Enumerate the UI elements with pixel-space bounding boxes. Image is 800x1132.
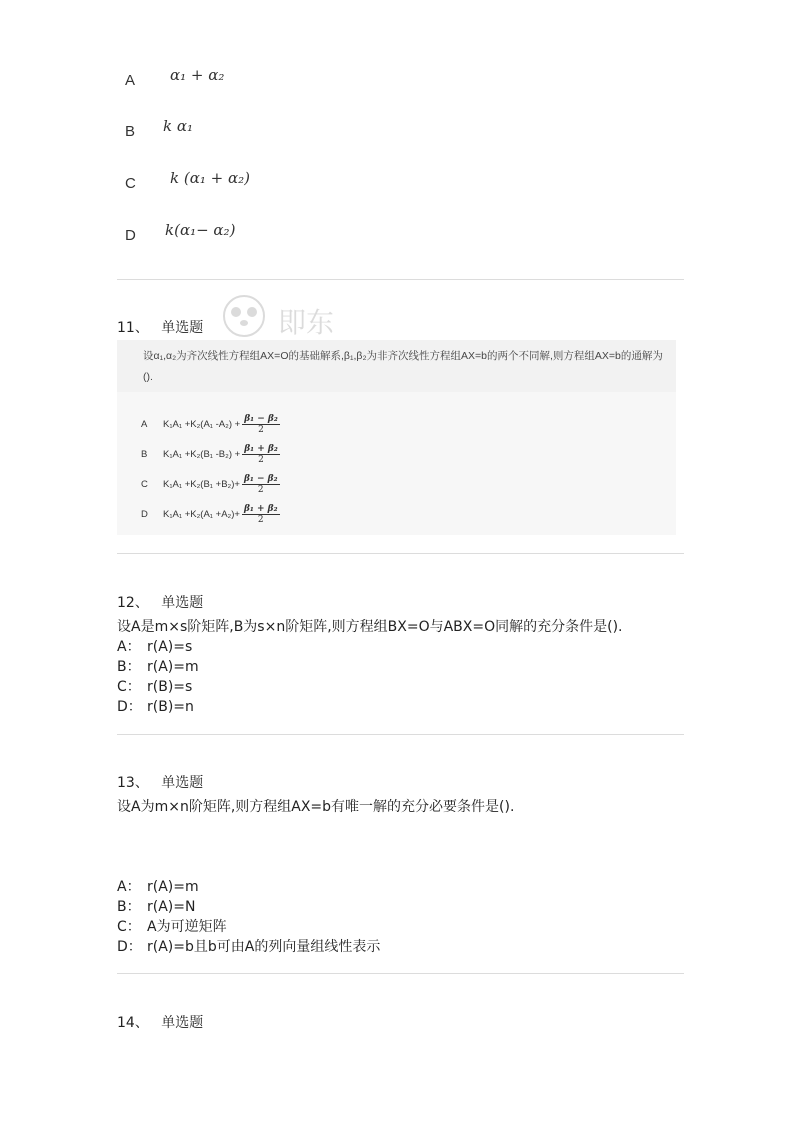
q12-option-c[interactable] [117,676,192,696]
option-formula: K₁A₁ +K₂(A₁ -A₂) + [163,419,241,431]
question-sep: 、 [134,595,149,611]
option-formula: K₁A₁ +K₂(B₁ +B₂)+ [163,479,240,491]
question-sep: 、 [134,775,149,791]
option-letter: C [125,175,136,192]
option-formula: K₁A₁ +K₂(A₁ +A₂)+ [163,509,240,521]
q12-header [117,592,203,612]
option-key: D： [117,699,142,715]
option-text: A为可逆矩阵 [147,919,227,935]
q13-stem: 设A为m×n阶矩阵,则方程组AX=b有唯一解的充分必要条件是(). [117,799,515,815]
divider [117,973,684,974]
option-formula: K₁A₁ +K₂(B₁ -B₂) + [163,449,241,461]
divider [117,279,684,280]
q11-header [117,317,203,337]
question-sep: 、 [134,320,149,336]
option-key: B： [117,899,141,915]
q13-option-c[interactable] [117,916,227,936]
q11-question-image [117,340,676,535]
q13-option-d[interactable] [117,936,380,956]
question-number: 14 [117,1015,135,1031]
question-type: 单选题 [161,775,204,791]
watermark-text: 即东 [278,306,335,339]
option-key: A： [117,639,141,655]
option-text: r(B)=s [147,679,193,695]
option-letter: A [125,72,136,89]
option-key: C： [117,919,141,935]
divider [117,734,684,735]
option-key: A： [117,879,141,895]
option-fraction: $\frac{\text{β₁ − β₂}}{2}$ [244,414,278,435]
option-text: r(A)=s [147,639,193,655]
option-letter: B [125,123,136,140]
divider [117,553,684,554]
option-text: r(A)=N [147,899,196,915]
q13-option-a[interactable] [117,876,199,896]
option-letter: A [141,419,148,431]
option-letter: C [141,479,148,491]
option-fraction: $\frac{\text{β₁ − β₂}}{2}$ [243,474,278,495]
option-fraction: $\frac{\text{β₁ + β₂}}{2}$ [244,444,278,465]
option-key: C： [117,679,141,695]
option-text: r(A)=m [147,879,199,895]
option-text: r(B)=n [147,699,194,715]
q13-option-b[interactable] [117,896,195,916]
option-fraction: $\frac{\text{β₁ + β₂}}{2}$ [243,504,278,525]
q11-option-a[interactable] [141,414,280,438]
q12-stem: 设A是m×s阶矩阵,B为s×n阶矩阵,则方程组BX=O与ABX=O同解的充分条件是(). [117,619,623,635]
option-formula: k (α₁ + α₂) [170,169,250,187]
option-text: r(A)=b且b可由A的列向量组线性表示 [147,939,381,955]
q11-option-b[interactable] [141,444,280,468]
q13-header [117,772,203,792]
question-number: 13 [117,775,135,791]
q12-option-d[interactable] [117,696,194,716]
q11-stem: 设α₁,α₂为齐次线性方程组AX=O的基础解系,β₁,β₂为非齐次线性方程组AX=b的两个不同解,则方程组AX=b的通解为(). [143,350,663,383]
question-sep: 、 [134,1015,149,1031]
option-letter: D [141,509,148,521]
option-letter: D [125,227,136,244]
option-formula: α₁ + α₂ [170,66,225,84]
question-type: 单选题 [161,595,204,611]
option-text: r(A)=m [147,659,199,675]
q12-option-b[interactable] [117,656,199,676]
question-type: 单选题 [161,320,204,336]
q14-header [117,1012,203,1032]
question-type: 单选题 [161,1015,204,1031]
option-key: B： [117,659,141,675]
q11-option-d[interactable] [141,504,280,528]
option-formula: k(α₁− α₂) [165,221,236,239]
option-key: D： [117,939,142,955]
question-number: 11 [117,320,135,336]
watermark-panda-logo [216,288,366,348]
option-letter: B [141,449,148,461]
q12-option-a[interactable] [117,636,192,656]
question-number: 12 [117,595,135,611]
option-formula: k α₁ [163,117,193,135]
q11-option-c[interactable] [141,474,280,498]
